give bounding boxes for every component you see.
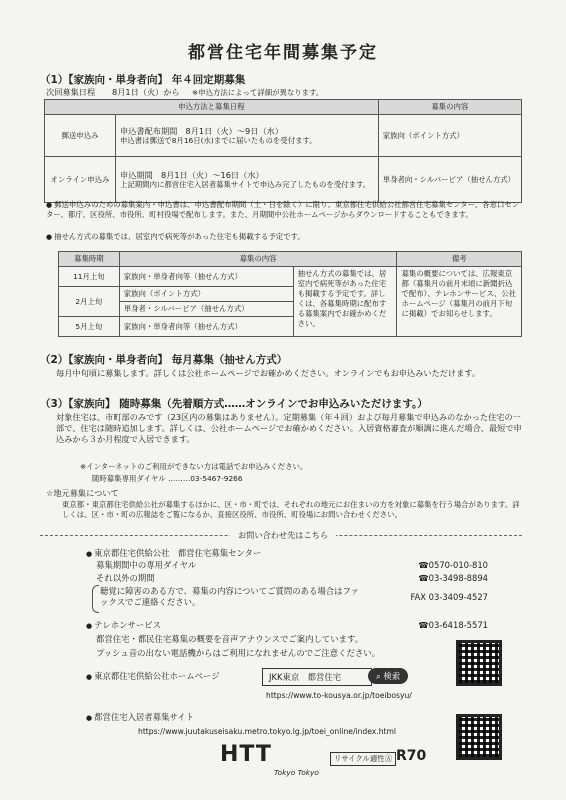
section3-note2: 随時募集専用ダイヤル ………03-5467-9266 [92,474,243,483]
next-schedule-date: 8月1日（火）から [112,87,180,97]
table1-method-online: オンライン申込み [45,157,116,203]
table2-content-may: 家族向・単身者向等（抽せん方式） [119,317,293,337]
table2-period-feb: 2月上旬 [59,287,120,317]
table1-mail-line1: 申込書配布期間 8月1日（火）～9日（水） [120,125,284,136]
schedule-table-2 [58,251,522,337]
contact-fax: FAX 03-3409-4527 [410,592,488,602]
table2-header-period: 募集時期 [59,252,120,267]
table1-header-method: 申込方法と募集日程 [45,100,379,115]
search-icon: ⌕ [376,671,384,681]
table1-mail-line2: 申込書は郵送で8月16日(水)までに届いたものを受付ます。 [120,135,317,145]
table1-online-line2: 上記期間内に都営住宅入居者募集サイトで申込み完了したものを受付ます。 [120,179,371,189]
qr-code-hp [456,640,502,686]
search-button[interactable] [368,668,408,684]
table1-method-mail: 郵送申込み [45,115,116,157]
tokyo-logo: Tokyo Tokyo [274,768,319,777]
table2-period-nov: 11月上旬 [59,267,120,287]
table2-content-feb-2: 単身者・シルバーピア（抽せん方式） [119,302,293,317]
note-distribution: ● 郵送申込みのための募集案内・申込書は、申込書配布期間（土・日を除く）に限り、東京都住宅供給公社都営住宅募集センター、各窓口センター、都庁、区役所、市役所、町村役場で配布します。また、月期間中公社ホームページからダウンロードすることもできます。 [46,200,522,220]
section2-heading: （2）【家族向・単身者向】 毎月募集（抽せん方式） [40,354,288,366]
recycle-mark: リサイクル適性Ⓐ [330,752,396,766]
contact-heading-text: お問い合わせ先はこちら [230,530,336,540]
contact-tel-desc1: 都営住宅・都民住宅募集の概要を音声アナウンスでご案内しています。 [96,634,364,644]
table1-header-content: 募集の内容 [378,100,521,115]
table1-content-online: 単身者向・シルバーピア（抽せん方式） [378,157,521,203]
section1-heading: （1）【家族向・単身者向】 年４回定期募集 [40,74,246,86]
contact-hp-label: ● 東京都住宅供給公社ホームページ [86,671,220,683]
table2-content-feb-1: 家族向（ポイント方式） [119,287,293,302]
search-box[interactable]: JKK東京 都営住宅 [262,668,372,686]
contact-org: ● 東京都住宅供給公社 都営住宅募集センター [86,548,261,560]
schedule-table-1 [44,99,522,203]
next-schedule-note: ※申込方法によって詳細が異なります。 [192,88,324,97]
next-schedule-label: 次回募集日程 [46,87,96,97]
contact-site-label: ● 都営住宅入居者募集サイト [86,712,194,724]
local-body: 東京都・東京都住宅供給公社が募集するほかに、区・市・町では、それぞれの地元にお住まいの方を対象に募集を行う場合があります。詳しくは、区・市・町の広報誌をご覧になるか、直接区役所、市役所、町役場にお問い合わせください。 [62,500,520,519]
contact-line2-tel[interactable]: ☎03-3498-8894 [418,573,488,583]
r70-mark: R70 [396,748,427,764]
htt-logo: HTT [220,742,272,767]
local-heading: ☆地元募集について [46,488,119,498]
contact-hp-url[interactable]: https://www.to-kousya.or.jp/toeibosyu/ [266,691,412,700]
contact-line2-label: それ以外の期間 [96,573,155,583]
table2-remark: 募集の概要については、広報東京都（募集月の前月末頃に新聞折込で配布）、テレホンサービス、公社ホームページ（募集月の前月下旬に掲載）でお知らせします。 [397,267,522,337]
section3-body: 対象住宅は、市町部のみです（23区内の募集はありません）。定期募集（年４回）および毎月募集で申込みのなかった住宅の一部で、住宅は随時追加します。詳しくは、公社ホームページでお確かめください。入居資格審査が順調に進んだ場合、最短で申込みから３か月程度で入居できます。 [56,412,522,444]
table2-period-may: 5月上旬 [59,317,120,337]
fax-brace [92,585,99,613]
table1-online-line1: 申込期間 8月1日（火）～16日（水） [120,169,264,180]
contact-tel-desc2: プッシュ音の出ない電話機からはご利用になれませんのでご注意ください。 [96,648,380,658]
note-lottery: ● 抽せん方式の募集では、居室内で病死等があった住宅も掲載する予定です。 [46,232,522,242]
table1-detail-online [116,157,379,203]
table1-content-mail: 家族向（ポイント方式） [378,115,521,157]
section2-body: 毎月中旬頃に募集します。詳しくは公社ホームページでお確かめください。オンラインでもお申込みいただけます。 [56,368,481,378]
search-button-label: 検索 [383,671,401,681]
section3-heading: （3）【家族向】 随時募集（先着順方式……オンラインでお申込みいただけます。） [40,398,428,410]
table2-header-content: 募集の内容 [119,252,397,267]
contact-line1-label: 募集期間中の専用ダイヤル [96,560,197,570]
contact-tel-service-no[interactable]: ☎03-6418-5571 [418,620,488,630]
contact-heading [0,530,566,541]
qr-code-site [456,714,502,760]
page-title: 都営住宅年間募集予定 [188,43,378,63]
contact-tel-service: ● テレホンサービス [86,620,161,632]
section3-note1: ※インターネットのご利用ができない方は電話でお申込みください。 [80,462,308,471]
table2-header-remark: 備考 [397,252,522,267]
contact-fax-note: 聴覚に障害のある方で、募集の内容についてご質問のある場合はファックスでご連絡ください。 [100,586,360,607]
table2-content-nov: 家族向・単身者向等（抽せん方式） [119,267,293,287]
table2-mid-note: 抽せん方式の募集では、居室内で病死等があった住宅も掲載する予定です。詳しくは、各募集時期に配布する募集案内でお確かめください。 [293,267,397,337]
contact-site-url[interactable]: https://www.juutakuseisaku.metro.tokyo.lg.jp/toei_online/index.html [138,727,396,736]
contact-line1-tel[interactable]: ☎0570-010-810 [418,560,488,570]
table1-detail-mail [116,115,379,157]
